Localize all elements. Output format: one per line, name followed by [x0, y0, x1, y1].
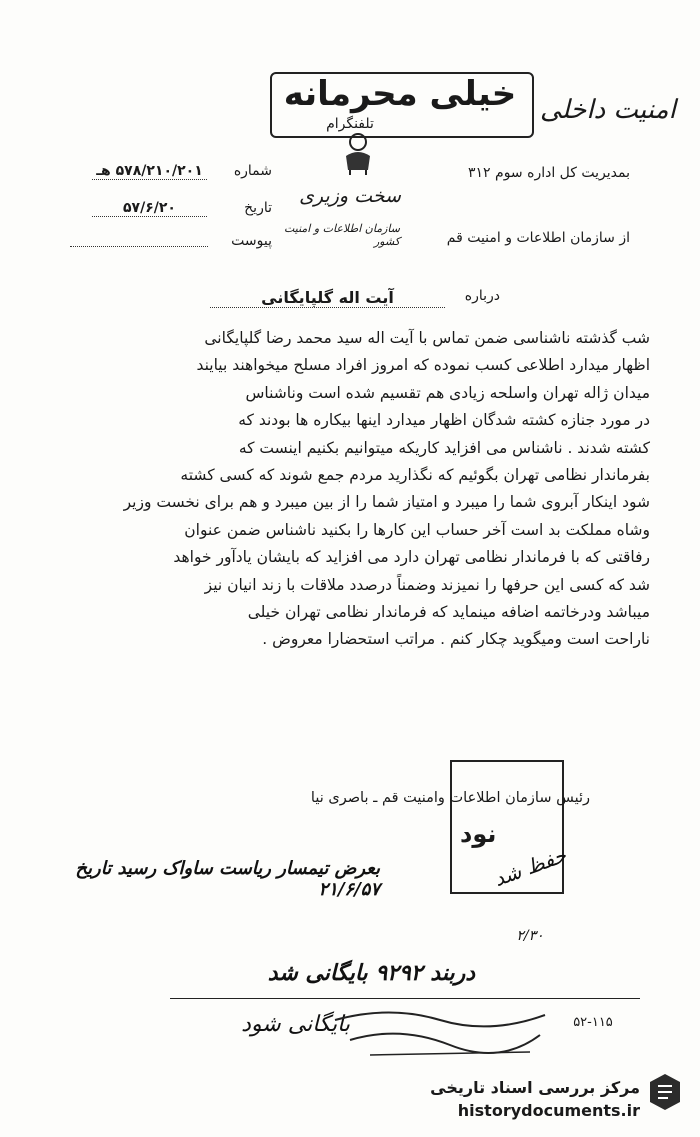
body-line: کشته شدند . ناشناس می افزاید کاریکه میتوانیم بکنیم اینست که	[238, 438, 650, 457]
sender-handwritten: سازمان اطلاعات و امنیت کشور	[283, 222, 400, 248]
body-line: میباشد ودرخاتمه اضافه مینماید که فرماندار نظامی تهران خیلی	[247, 603, 650, 622]
handwritten-referral: بعرض تیمسار ریاست ساواک رسید تاریخ ۲۱/۶/۵۷	[75, 858, 380, 900]
handwritten-top-note: سخت وزیری	[299, 185, 401, 207]
subject-value: آیت اله گلپایگانی	[210, 288, 445, 308]
sender-line: از سازمان اطلاعات و امنیت قم	[446, 230, 630, 246]
registry-box-text: نود	[460, 820, 497, 848]
date-label: تاریخ	[244, 200, 272, 216]
handwritten-filed: دربند ۹۲۹۲ بایگانی شد	[267, 960, 475, 986]
number-value: ۵۷۸/۲۱۰/۲۰۱ هـ	[92, 163, 207, 180]
underline-divider	[170, 998, 640, 999]
classification-stamp-title: خیلی محرمانه	[283, 74, 517, 114]
date-value: ۵۷/۶/۲۰	[92, 200, 207, 217]
archive-url[interactable]: historydocuments.ir	[457, 1101, 640, 1120]
body-line: رفاقتی که با فرماندار نظامی تهران دارد می افزاید که بایشان یادآور خواهد	[173, 548, 650, 567]
attachment-blank	[70, 246, 208, 247]
body-line: شب گذشته ناشناسی ضمن تماس با آیت اله سید محمد رضا گلپایگانی	[204, 329, 650, 347]
body-line: ناراحت است ومیگوید چکار کنم . مراتب استحضارا معروض .	[262, 630, 650, 649]
subject-label: درباره	[464, 288, 500, 304]
body-line: میدان ژاله تهران واسلحه زیادی هم تقسیم شده است وناشناس	[245, 383, 650, 402]
file-number: ۵۲-۱۱۵	[573, 1015, 613, 1030]
handwritten-small-number: ۲/۳۰	[516, 928, 544, 944]
body-line: وشاه مملکت بد است آخر حساب این کارها را بکنید ناشناس ضمن عنوان	[184, 520, 650, 539]
signature-line: رئیس سازمان اطلاعات وامنیت قم ـ باصری نیا	[310, 790, 590, 806]
archive-logo-icon	[648, 1072, 682, 1112]
body-line: شد که کسی این حرفها را نمیزند وضمناً درصدد ملاقات با زند انیان نیز	[204, 575, 650, 594]
handwritten-bottom-note: بایگانی شود	[241, 1012, 350, 1037]
scribble-signature-icon	[330, 1000, 550, 1060]
internal-security-note: امنیت داخلی	[540, 95, 676, 125]
body-line: اظهار میدارد اطلاعی کسب نموده که امروز افراد مسلح میخواهند بیایند	[196, 356, 650, 375]
handwritten-archived: حفظ شد	[490, 842, 570, 892]
recipient-line: بمدیریت کل اداره سوم ۳۱۲	[468, 165, 630, 181]
attachment-label: پیوست	[231, 233, 272, 249]
telegram-label: تلفنگرام	[326, 116, 374, 132]
archive-center-name: مرکز بررسی اسناد تاریخی	[430, 1078, 640, 1097]
number-label: شماره	[233, 163, 272, 179]
lion-sun-emblem-icon	[340, 130, 376, 176]
body-line: شود اینکار آبروی شما را میبرد و امتیاز شما را از بین میبرد و هم برای نخست وزیر	[123, 493, 650, 512]
body-line: در مورد جنازه کشته شدگان اظهار میدارد اینها بیکاره ها بودند که	[238, 411, 650, 430]
body-line: بفرماندار نظامی تهران بگوئیم که نگذارید مردم جمع شوند که کسی کشته	[180, 466, 650, 485]
letter-body	[60, 325, 650, 654]
